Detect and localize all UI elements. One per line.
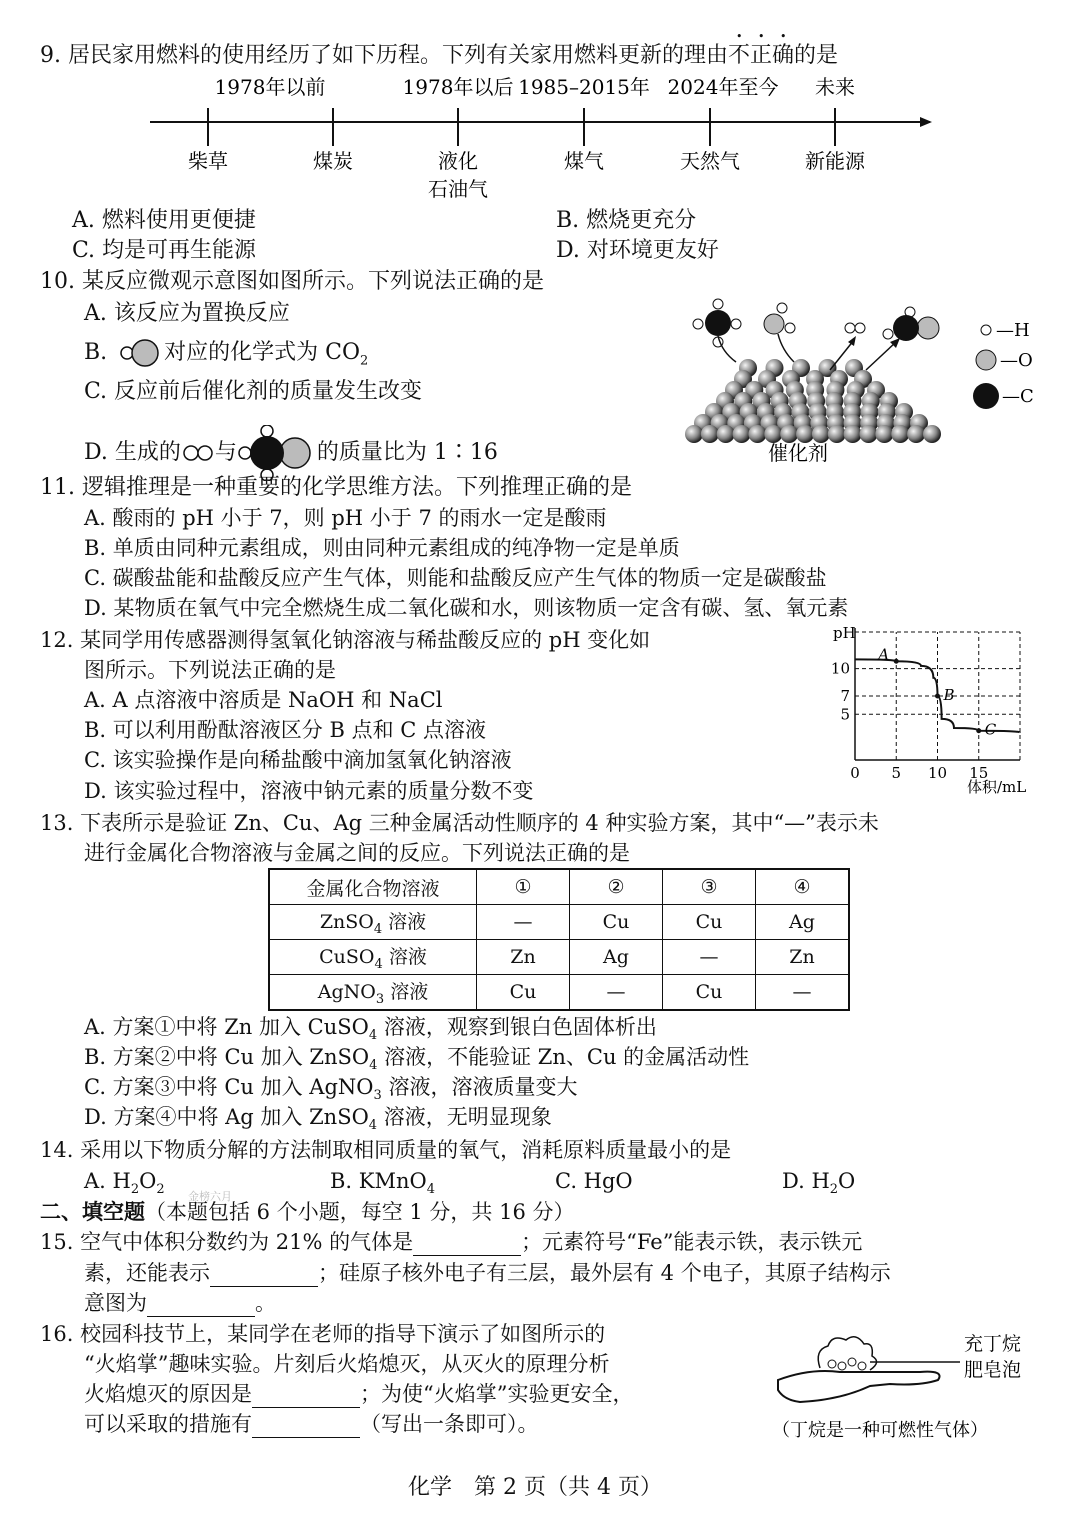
fuel-4: 煤气 <box>564 149 604 173</box>
chart-y-tick: 7 <box>840 687 850 705</box>
period-2: 1978年以后 <box>402 75 514 99</box>
q11-option-b: B. 单质由同种元素组成，则由同种元素组成的纯净物一定是单质 <box>84 536 680 560</box>
legend-c-icon <box>973 383 999 409</box>
catalyst-ball <box>891 425 909 443</box>
answer-blank[interactable] <box>147 1296 255 1317</box>
table-cell: — <box>477 905 570 940</box>
table-row <box>269 975 849 1011</box>
timeline-arrowhead <box>920 117 932 127</box>
q12-stem-line2: 图所示。下列说法正确的是 <box>84 658 336 682</box>
chart-point <box>976 728 981 733</box>
hand-icon <box>778 1371 940 1402</box>
catalyst-ball <box>844 425 862 443</box>
q12-ph-chart <box>825 620 1040 798</box>
q9-option-a: A. 燃料使用更便捷 <box>72 208 256 233</box>
q11-stem: 11. 逻辑推理是一种重要的化学思维方法。下列推理正确的是 <box>40 475 632 500</box>
chart-point <box>894 659 899 664</box>
table-header: ④ <box>756 869 850 905</box>
answer-blank[interactable] <box>252 1387 360 1408</box>
q9-option-c: C. 均是可再生能源 <box>72 238 257 263</box>
period-3: 1985–2015年 <box>518 75 650 99</box>
chart-point-label: A <box>878 645 890 664</box>
answer-blank[interactable] <box>413 1235 521 1256</box>
product-co2 <box>866 307 939 370</box>
figure-label-butane: 充丁烷 <box>964 1333 1022 1355</box>
section-title: 二、填空题 <box>40 1199 145 1224</box>
fuel-1: 柴草 <box>188 149 228 173</box>
svg-text:—O: —O <box>1000 350 1033 371</box>
table-cell: Cu <box>570 905 663 940</box>
chart-x-tick: 10 <box>927 764 948 782</box>
catalyst-label: 催化剂 <box>768 441 828 465</box>
q12-option-c: C. 该实验操作是向稀盐酸中滴加氢氧化钠溶液 <box>84 748 512 772</box>
table-header: 金属化合物溶液 <box>269 869 477 905</box>
fuel-6: 新能源 <box>805 149 865 173</box>
q10-option-d: D. 生成的 与 的质量比为 1∶16 <box>84 425 498 481</box>
table-cell: Cu <box>663 975 756 1011</box>
q13-option-c: C. 方案③中将 Cu 加入 AgNO$_3$ 溶液，溶液质量变大 <box>84 1075 578 1104</box>
q15-line1: 15. 空气中体积分数约为 21% 的气体是 ；元素符号“Fe”能表示铁，表示铁元 <box>40 1230 863 1254</box>
table-cell: — <box>663 940 756 975</box>
chart-point-label: C <box>984 720 997 739</box>
q16-line4: 可以采取的措施有 （写出一条即可）。 <box>84 1412 539 1436</box>
q9-option-b: B. 燃烧更充分 <box>556 208 697 233</box>
ch3oh-molecule-icon <box>237 425 317 481</box>
q13-stem-line1: 13. 下表所示是验证 Zn、Cu、Ag 三种金属活动性顺序的 4 种实验方案，其中“—”表示未 <box>40 811 879 835</box>
flame-icon <box>818 1337 876 1370</box>
legend <box>973 320 1034 409</box>
period-1: 1978年以前 <box>214 75 326 99</box>
table-cell: Ag <box>756 905 850 940</box>
q14-option-b: B. KMnO$_4$ <box>330 1169 435 1198</box>
table-cell: — <box>570 975 663 1011</box>
q10-stem: 10. 某反应微观示意图如图所示。下列说法正确的是 <box>40 269 544 294</box>
table-row <box>269 905 849 940</box>
table-header: ② <box>570 869 663 905</box>
q13-option-d: D. 方案④中将 Ag 加入 ZnSO$_4$ 溶液，无明显现象 <box>84 1105 552 1134</box>
chart-y-tick: 10 <box>830 659 850 678</box>
reactant-ch3oh <box>693 299 741 362</box>
catalyst-ball <box>907 425 925 443</box>
catalyst-ball <box>923 425 941 443</box>
catalyst-ball <box>733 425 751 443</box>
q16-line2: “火焰掌”趣味实验。片刻后火焰熄灭，从灭火的原理分析 <box>84 1352 610 1376</box>
q12-option-a: A. A 点溶液中溶质是 NaOH 和 NaCl <box>84 688 443 712</box>
section-note: （本题包括 6 个小题，每空 1 分，共 16 分） <box>145 1200 575 1224</box>
table-header: ① <box>477 869 570 905</box>
bubble-icon <box>828 1360 836 1368</box>
table-row-label: CuSO$_4$ 溶液 <box>269 940 477 975</box>
fuel-3a: 液化 <box>438 149 478 173</box>
chart-point-label: B <box>943 686 955 704</box>
catalyst-ball <box>717 425 735 443</box>
q13-option-a: A. 方案①中将 Zn 加入 CuSO$_4$ 溶液，观察到银白色固体析出 <box>84 1015 657 1044</box>
adsorbed-molecule <box>764 303 795 362</box>
q10-option-a: A. 该反应为置换反应 <box>84 301 290 326</box>
q16-line1: 16. 校园科技节上，某同学在老师的指导下演示了如图所示的 <box>40 1322 606 1346</box>
catalyst-ball <box>748 425 766 443</box>
q13-stem-line2: 进行金属化合物溶液与金属之间的反应。下列说法正确的是 <box>84 841 630 865</box>
page-footer: 化学 第 2 页（共 4 页） <box>408 1475 662 1500</box>
svg-text:—H: —H <box>996 320 1030 341</box>
catalyst-surface <box>685 359 941 443</box>
figure-label-bubble: 肥皂泡 <box>964 1359 1022 1381</box>
q12-stem-line1: 12. 某同学用传感器测得氢氧化钠溶液与稀盐酸反应的 pH 变化如 <box>40 628 651 652</box>
table-cell: Cu <box>477 975 570 1011</box>
catalyst-ball <box>701 425 719 443</box>
q16-line3: 火焰熄灭的原因是 ；为使“火焰掌”实验更安全， <box>84 1382 634 1406</box>
fuel-5: 天然气 <box>680 149 740 173</box>
q13-table <box>268 868 850 1011</box>
q10-option-b: B. 对应的化学式为 $CO_2$ <box>84 340 369 369</box>
chart-ylabel: pH <box>833 624 856 642</box>
q11-option-a: A. 酸雨的 pH 小于 7，则 pH 小于 7 的雨水一定是酸雨 <box>84 506 607 530</box>
q9-stem: 9. 居民家用燃料的使用经历了如下历程。下列有关家用燃料更新的理由不正确的是 <box>40 43 839 68</box>
table-row-label: AgNO$_3$ 溶液 <box>269 975 477 1011</box>
q16-flame-palm-figure <box>770 1320 1045 1450</box>
h2-molecule-icon <box>181 442 215 464</box>
table-cell: — <box>756 975 850 1011</box>
chart-xlabel: 体积/mL <box>967 778 1027 796</box>
chart-x-tick: 0 <box>850 764 860 782</box>
q9-timeline <box>140 68 940 208</box>
table-header-row <box>269 869 849 905</box>
table-cell: Zn <box>756 940 850 975</box>
q12-option-b: B. 可以利用酚酞溶液区分 B 点和 C 点溶液 <box>84 718 486 742</box>
q11-option-c: C. 碳酸盐能和盐酸反应产生气体，则能和盐酸反应产生气体的物质一定是碳酸盐 <box>84 566 827 590</box>
q14-stem: 14. 采用以下物质分解的方法制取相同质量的氧气，消耗原料质量最小的是 <box>40 1138 732 1162</box>
table-cell: Ag <box>570 940 663 975</box>
co-molecule-icon <box>114 338 164 368</box>
q15-line3: 意图为 。 <box>84 1291 276 1315</box>
q10-option-c: C. 反应前后催化剂的质量发生改变 <box>84 379 423 404</box>
legend-o-icon <box>976 350 996 370</box>
period-5: 未来 <box>815 75 855 99</box>
fuel-3b: 石油气 <box>428 177 488 201</box>
answer-blank[interactable] <box>252 1417 360 1438</box>
figure-caption: （丁烷是一种可燃性气体） <box>772 1420 988 1441</box>
q13-option-b: B. 方案②中将 Cu 加入 ZnSO$_4$ 溶液，不能验证 Zn、Cu 的金属活动性 <box>84 1045 750 1074</box>
catalyst-ball <box>875 425 893 443</box>
q10-catalyst-diagram <box>670 290 1050 470</box>
period-4: 2024年至今 <box>667 75 779 99</box>
table-cell: Cu <box>663 905 756 940</box>
table-cell: Zn <box>477 940 570 975</box>
fuel-2: 煤炭 <box>313 149 353 173</box>
catalyst-ball <box>685 425 703 443</box>
q14-option-c: C. HgO <box>555 1169 633 1193</box>
catalyst-ball <box>860 425 878 443</box>
chart-x-tick: 5 <box>891 764 902 782</box>
q12-option-d: D. 该实验过程中，溶液中钠元素的质量分数不变 <box>84 779 534 803</box>
section2-heading <box>40 1198 575 1226</box>
table-row <box>269 940 849 975</box>
q11-option-d: D. 某物质在氧气中完全燃烧生成二氧化碳和水，则该物质一定含有碳、氢、氧元素 <box>84 596 849 620</box>
svg-text:—C: —C <box>1002 386 1034 407</box>
chart-y-tick: 5 <box>840 705 850 724</box>
q14-option-a: A. $H_2O_2$ <box>84 1169 165 1198</box>
q14-option-d: D. $H_2O$ <box>782 1169 856 1198</box>
catalyst-ball <box>828 425 846 443</box>
table-row-label: ZnSO$_4$ 溶液 <box>269 905 477 940</box>
table-header: ③ <box>663 869 756 905</box>
legend-h-icon <box>981 325 991 335</box>
answer-blank[interactable] <box>210 1266 318 1287</box>
q9-option-d: D. 对环境更友好 <box>556 238 719 263</box>
chart-x-tick: 15 <box>969 764 989 782</box>
q15-line2: 素，还能表示 ；硅原子核外电子有三层，最外层有 4 个电子，其原子结构示 <box>84 1261 891 1285</box>
watermark: 金榜六月 <box>188 1190 232 1203</box>
chart-point <box>935 694 940 699</box>
